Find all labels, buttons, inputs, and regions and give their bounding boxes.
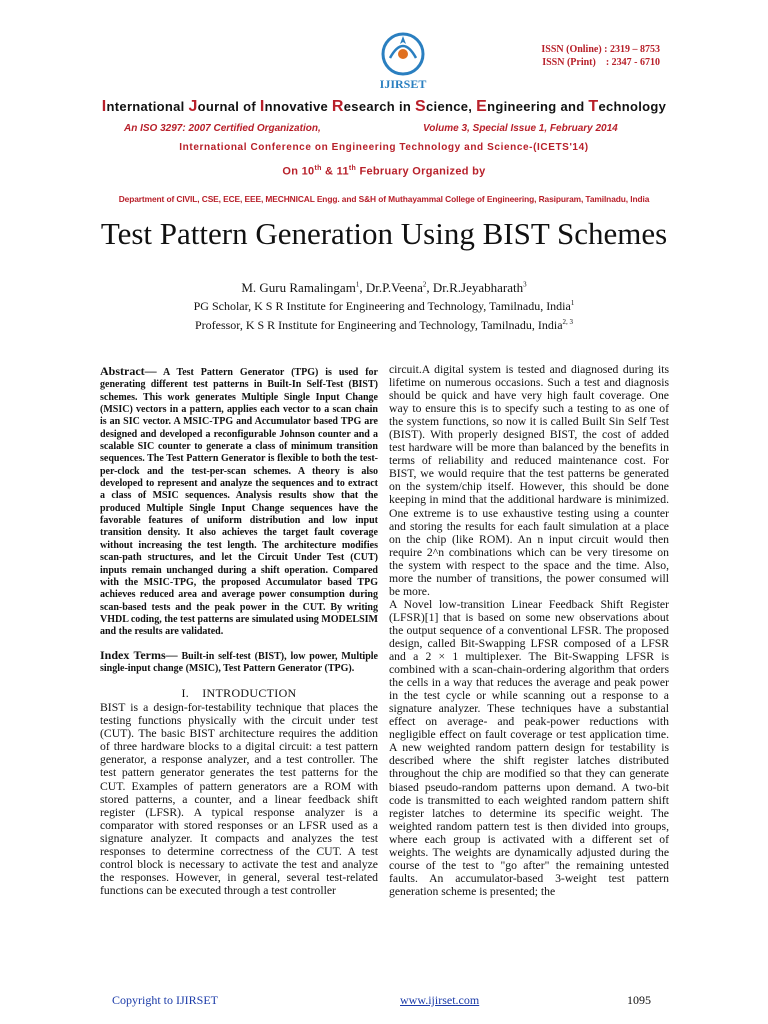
journal-logo: [368, 30, 438, 92]
journal-title: International Journal of Innovative Research in Science, Engineering and Technology: [101, 98, 667, 115]
authors: M. Guru Ramalingam$^1$, Dr.P.Veena$^2$, Dr.R.Jeyabharath$^3$: [241, 280, 527, 295]
volume-line: Volume 3, Special Issue 1, February 2014: [423, 123, 618, 134]
left-column: [100, 365, 378, 897]
introduction-paragraph-1: circuit.A digital system is tested and diagnosed during its lifetime on numerous occasions. Such a test and diagnosis should be quick and have very high fault coverage. One way to ensure this is to specify such a testing to as one of the system functions, so now it is called Built Sin Self Test (BIST). With properly designed BIST, the cost of added test hardware will be more than balanced by the benefits in terms of reliability and reduced maintenance cost. For BIST, we would require that the test patterns be generated on the system/chip itself. However, this should be done keeping in mind that the additional hardware is minimized. One extreme is to use exhaustive testing using a counter and storing the results for each fault simulation at a place on the chip (like ROM). An n input circuit would then require 2^n combinations which can be very tiresome on the system with respect to the space and the time. Also, more the number of transitions, the power consumed will be more.: [389, 363, 669, 598]
right-column: [389, 363, 669, 898]
conference-date-line: On 10th & 11th February Organized by: [282, 165, 486, 178]
paper-title: Test Pattern Generation Using BIST Schemes: [100, 216, 668, 251]
iso-certification-line: An ISO 3297: 2007 Certified Organization,: [124, 123, 321, 134]
introduction-heading: I. INTRODUCTION: [181, 686, 297, 701]
affiliation-1: PG Scholar, K S R Institute for Engineering and Technology, Tamilnadu, India$^1$: [193, 299, 575, 313]
introduction-paragraph-2: A Novel low-transition Linear Feedback Shift Register (LFSR)[1] that is based on some new observations about the output sequence of a conventional LFSR. The proposed design, called Bit-Swapping LFSR composed of a LFSR and a 2 × 1 multiplexer. The Bit-Swapping LFSR is combined with a scan-chain-ordering algorithm that orders the cells in a way that reduces the average and peak power in the test cycle or while scanning out a response to a signature analyzer. These techniques have a substantial effect on average- and peak-power reductions with negligible effect on fault coverage or test application time. A new weighted random pattern design for testability is described where the shift register latches distributed throughout the chip are modified so that they can generate biased pseudo-random patterns upon demand. A two-bit code is transmitted to each weighted random pattern shift register latches to determine its specific weight. The weighted random pattern test is then divided into groups, where each group is activated with a different set of weights. The weights are dynamically adjusted during the course of the test to "go after" the remaining untested faults. An accumulator-based 3-weight test pattern generation scheme is presented; the: [389, 597, 669, 898]
logo-emblem-icon: [368, 30, 438, 92]
affiliation-2: Professor, K S R Institute for Engineering and Technology, Tamilnadu, India$^{2, 3}$: [194, 318, 574, 332]
introduction-text-left: BIST is a design-for-testability technique that places the testing functions physically with the circuit under test (CUT). The basic BIST architecture requires the addition of three hardware blocks to a digital circuit: a test pattern generator, a response analyzer, and a test controller. The test pattern generator generates the test patterns for the CUT. Examples of pattern generators are a ROM with stored patterns, a counter, and a linear feedback shift register (LFSR). A typical response analyzer is a comparator with stored responses or an LFSR used as a signature analyzer. It compacts and analyzes the test responses to determine correctness of the CUT. A test control block is necessary to activate the test and analyze the responses. However, in general, several test-related functions can be executed through a test controller: [100, 701, 378, 897]
index-terms: Index Terms— Built-in self-test (BIST), low power, Multiple single-input change (MSIC), Test Pattern Generator (TPG).: [100, 647, 378, 674]
footer-url-link[interactable]: www.ijirset.com: [400, 993, 480, 1007]
issn-online: ISSN (Online) : 2319 – 8753: [541, 44, 660, 55]
page-number: 1095: [627, 993, 651, 1007]
department-line: Department of CIVIL, CSE, ECE, EEE, MECHNICAL Engg. and S&H of Muthayammal College of Engineering, Rasipuram, Tamilnadu, India: [118, 194, 650, 204]
logo-text: IJIRSET: [379, 77, 427, 91]
issn-print: ISSN (Print) : 2347 - 6710: [542, 57, 660, 68]
footer-copyright: Copyright to IJIRSET: [112, 993, 219, 1007]
conference-line: International Conference on Engineering Technology and Science-(ICETS'14): [179, 142, 589, 153]
abstract: Abstract— A Test Pattern Generator (TPG) is used for generating different test patterns in Built-In Self-Test (BIST) schemes. This work generates Multiple Single Input Change (MSIC) vectors in a pattern, applies each vector to a scan chain is an SIC vector. A MSIC-TPG and Accumulator based TPG are designed and developed a reconfigurable Johnson counter and a scalable SIC counter to generate a class of minimum transition sequences. The Test Pattern Generator is flexible to both the test-per-clock and the test-per-scan schemes. A theory is also developed to represent and analyze the sequences and to extract a class of MSIC sequences. Analysis results show that the produced Multiple Single Input Change sequences have the favorable features of uniform distribution and low input transition density. It also achieves the target fault coverage without increasing the test length. The architecture modifies scan-path structures, and let the Circuit Under Test (CUT) inputs remain unchanged during a shift operation. Compared with the MSIC-TPG, the proposed Accumulator based TPG achieves reduced area and average power consumption during scan-based tests and the peak power in the CUT. By writing VHDL coding, the test patterns are simulated using MODELSIM and the results are validated.: [100, 364, 378, 638]
